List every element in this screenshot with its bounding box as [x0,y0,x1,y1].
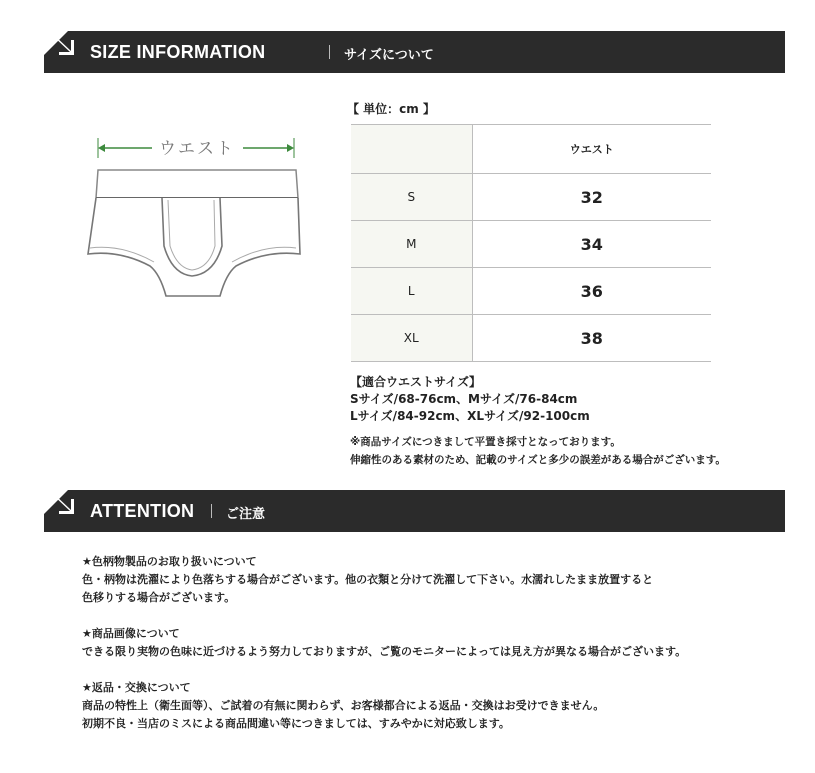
note-line: ※商品サイズにつきまして平置き採寸となっております。 [350,436,621,448]
attention-header-title: ATTENTION [90,501,195,521]
waist-cell: 34 [472,221,711,268]
waist-label: ウエスト [159,139,235,159]
attention-line: 色移りする場合がございます。 [82,591,236,604]
table-row [351,174,711,221]
header-cell-size [351,125,472,174]
garment-diagram [80,128,310,308]
fit-title: 【適合ウエストサイズ】 [350,375,482,389]
waist-cell: 36 [472,268,711,315]
table-row [351,315,711,362]
attention-line: できる限り実物の色味に近づけるよう努力しておりますが、ご覧のモニターによっては見え方が異なる場合がございます。 [82,645,687,658]
attention-title: ★色柄物製品のお取り扱いについて [82,555,257,568]
table-row [351,268,711,315]
fit-line: Lサイズ/84-92cm、XLサイズ/92-100cm [350,409,590,423]
attention-item-returns [82,679,604,733]
measurement-notes [350,433,726,469]
attention-title: ★返品・交換について [82,681,191,694]
corner-arrow-icon [44,490,76,516]
fit-waist-info [350,374,590,425]
fit-line: Sサイズ/68-76cm、Mサイズ/76-84cm [350,392,578,406]
attention-header-subtitle: ご注意 [226,507,266,522]
waist-cell: 38 [472,315,711,362]
unit-label: 【 単位：cm 】 [347,102,435,116]
attention-item-color [82,553,653,607]
size-header-subtitle: サイズについて [344,48,434,63]
attention-item-images [82,625,686,661]
corner-arrow-icon [44,31,76,57]
header-divider [329,45,330,59]
attention-line: 商品の特性上（衛生面等）、ご試着の有無に関わらず、お客様都合による返品・交換はお受けできません。 [82,699,605,712]
waist-cell: 32 [472,174,711,221]
table-row [351,221,711,268]
header-cell-waist: ウエスト [472,125,711,174]
size-header-title: SIZE INFORMATION [90,42,266,62]
attention-line: 色・柄物は洗濯により色落ちする場合がございます。他の衣類と分けて洗濯して下さい。水濡れしたまま放置すると [82,573,654,586]
attention-header [44,490,785,532]
size-cell: M [351,221,472,268]
header-divider [211,504,212,518]
size-cell: S [351,174,472,221]
attention-line: 初期不良・当店のミスによる商品間違い等につきましては、すみやかに対応致します。 [82,717,510,730]
attention-title: ★商品画像について [82,627,180,640]
size-cell: L [351,268,472,315]
size-information-header [44,31,785,73]
table-header-row [351,125,711,174]
note-line: 伸縮性のある素材のため、記載のサイズと多少の誤差がある場合がございます。 [350,454,726,466]
size-table [351,124,711,362]
size-cell: XL [351,315,472,362]
